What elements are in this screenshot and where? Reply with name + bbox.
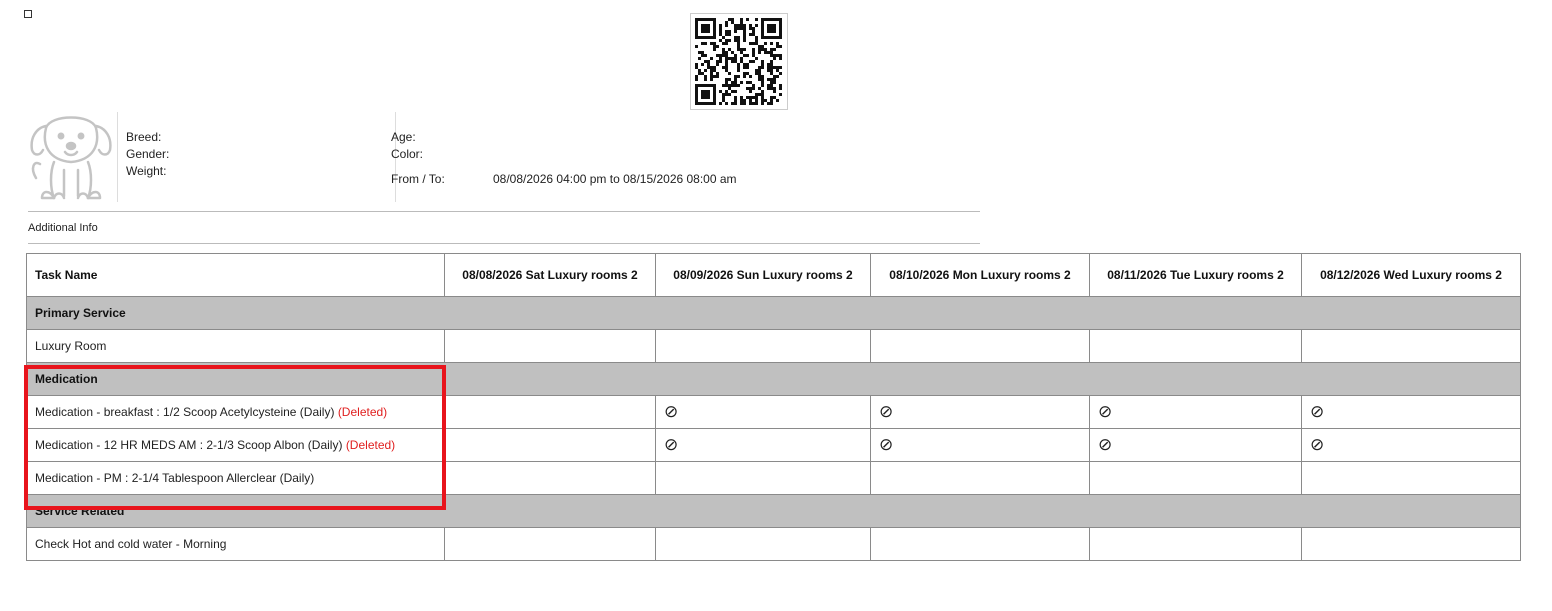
- dog-icon: [28, 108, 114, 202]
- task-cell[interactable]: [445, 528, 656, 561]
- task-name: Luxury Room: [35, 339, 107, 353]
- task-cell[interactable]: [1090, 462, 1302, 495]
- task-cell[interactable]: [656, 528, 871, 561]
- task-cell[interactable]: [871, 429, 1090, 462]
- not-applicable-icon: ⊘: [664, 402, 679, 421]
- task-cell[interactable]: [871, 462, 1090, 495]
- task-cell[interactable]: [871, 396, 1090, 429]
- task-name: Medication - breakfast : 1/2 Scoop Acetylcysteine (Daily): [35, 405, 335, 419]
- task-cell[interactable]: [656, 462, 871, 495]
- date-header: 08/11/2026 Tue Luxury rooms 2: [1090, 254, 1302, 297]
- task-cell[interactable]: [1302, 462, 1521, 495]
- task-cell[interactable]: [1090, 396, 1302, 429]
- task-row: [27, 528, 1521, 561]
- not-applicable-icon: ⊘: [879, 402, 894, 421]
- breed-label: Breed:: [126, 130, 162, 144]
- task-cell[interactable]: [871, 528, 1090, 561]
- section-row: [27, 495, 1521, 528]
- qr-code: [690, 13, 788, 110]
- task-table: [26, 253, 1521, 561]
- date-header: 08/08/2026 Sat Luxury rooms 2: [445, 254, 656, 297]
- task-row: [27, 462, 1521, 495]
- color-label: Color:: [391, 147, 424, 161]
- task-cell[interactable]: [445, 396, 656, 429]
- task-cell[interactable]: [871, 330, 1090, 363]
- pet-info-panel: [28, 108, 980, 202]
- date-header: 08/12/2026 Wed Luxury rooms 2: [1302, 254, 1521, 297]
- task-cell[interactable]: [1302, 330, 1521, 363]
- divider: [28, 243, 980, 244]
- not-applicable-icon: ⊘: [879, 435, 894, 454]
- from-to-value: 08/08/2026 04:00 pm to 08/15/2026 08:00 am: [493, 172, 737, 186]
- task-row: [27, 396, 1521, 429]
- not-applicable-icon: ⊘: [1098, 402, 1113, 421]
- not-applicable-icon: ⊘: [664, 435, 679, 454]
- task-name-header: Task Name: [27, 254, 445, 297]
- section-title: Medication: [27, 363, 1521, 396]
- not-applicable-icon: ⊘: [1098, 435, 1113, 454]
- additional-info-label: Additional Info: [28, 222, 98, 234]
- deleted-tag: (Deleted): [345, 438, 396, 452]
- not-applicable-icon: ⊘: [1310, 402, 1325, 421]
- task-name-cell: [27, 528, 445, 561]
- task-name: Medication - 12 HR MEDS AM : 2-1/3 Scoop Albon (Daily): [35, 438, 343, 452]
- task-cell[interactable]: [1090, 528, 1302, 561]
- task-cell[interactable]: [1302, 528, 1521, 561]
- age-label: Age:: [391, 130, 416, 144]
- task-name-cell: [27, 462, 445, 495]
- date-header: 08/10/2026 Mon Luxury rooms 2: [871, 254, 1090, 297]
- task-row: [27, 330, 1521, 363]
- task-cell[interactable]: [656, 330, 871, 363]
- task-cell[interactable]: [1090, 330, 1302, 363]
- section-title: Primary Service: [27, 297, 1521, 330]
- task-name-cell: [27, 330, 445, 363]
- task-cell[interactable]: [1302, 396, 1521, 429]
- task-name-cell: [27, 396, 445, 429]
- task-cell[interactable]: [1090, 429, 1302, 462]
- task-name: Medication - PM : 2-1/4 Tablespoon Allerclear (Daily): [35, 471, 315, 485]
- task-name-cell: [27, 429, 445, 462]
- divider: [117, 112, 118, 202]
- task-cell[interactable]: [1302, 429, 1521, 462]
- date-header: 08/09/2026 Sun Luxury rooms 2: [656, 254, 871, 297]
- section-row: [27, 297, 1521, 330]
- task-cell[interactable]: [445, 330, 656, 363]
- not-applicable-icon: ⊘: [1310, 435, 1325, 454]
- select-checkbox[interactable]: [24, 10, 32, 18]
- task-cell[interactable]: [445, 429, 656, 462]
- deleted-tag: (Deleted): [337, 405, 388, 419]
- task-row: [27, 429, 1521, 462]
- gender-label: Gender:: [126, 147, 170, 161]
- task-cell[interactable]: [656, 429, 871, 462]
- weight-label: Weight:: [126, 164, 167, 178]
- divider: [28, 211, 980, 212]
- task-name: Check Hot and cold water - Morning: [35, 537, 227, 551]
- section-title: Service Related: [27, 495, 1521, 528]
- table-header-row: [27, 254, 1521, 297]
- section-row: [27, 363, 1521, 396]
- from-to-label: From / To:: [391, 172, 445, 186]
- task-cell[interactable]: [445, 462, 656, 495]
- task-cell[interactable]: [656, 396, 871, 429]
